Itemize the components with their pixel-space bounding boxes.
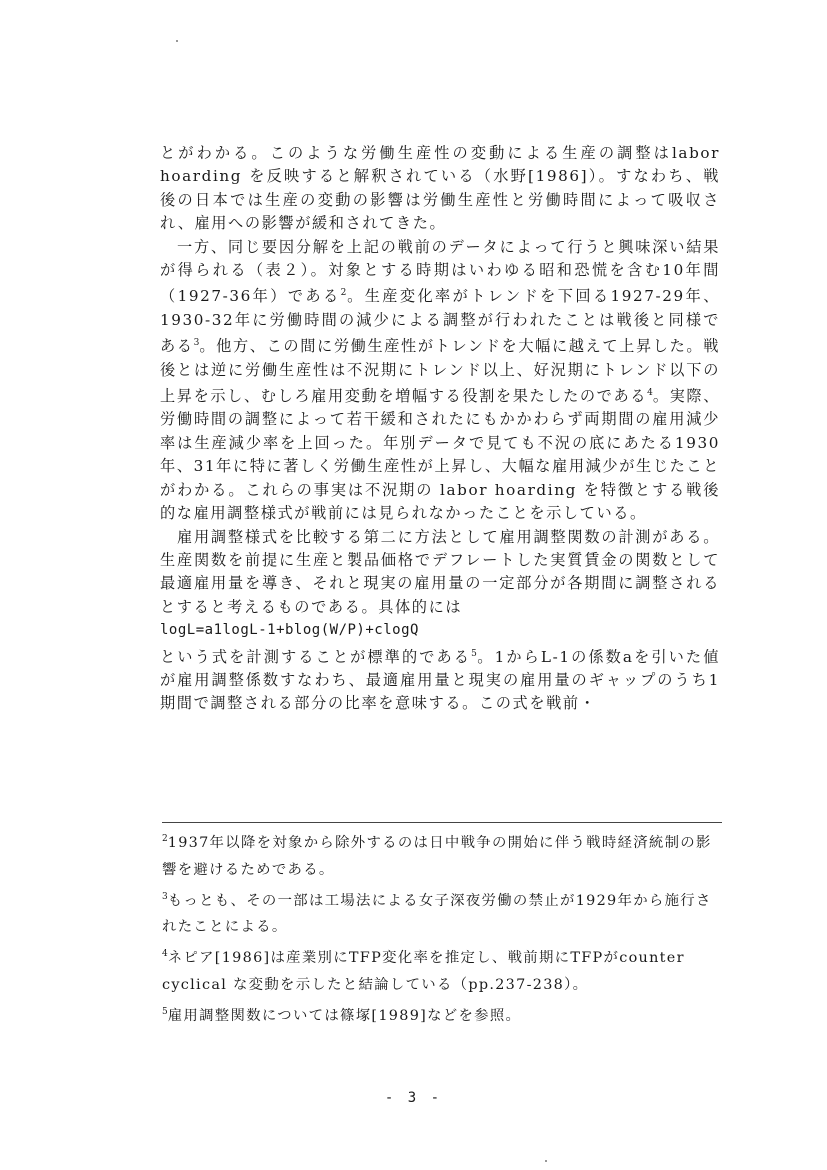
footnote-text: ネピア[1986]は産業別にTFP変化率を推定し、戦前期にTFPがcounter cyclical な変動を示したと結論している（pp.237-238）。 [162,950,685,993]
footnote-mark: 2 [162,834,168,844]
footnote-text: 1937年以降を対象から除外するのは日中戦争の開始に伴う戦時経済統制の影響を避けるためである。 [162,835,712,878]
paragraph-2-part-c: 。他方、この間に労働生産性がトレンドを大幅に越えて上昇した。戦後とは逆に労働生産性は不況期にトレンド以上、好況期にトレンド以下の上昇を示し、むしろ雇用変動を増幅する役割を果たしたのである [160,337,720,406]
footnotes [162,826,722,1030]
footnote-mark: 5 [162,1006,168,1017]
footnote-mark: 3 [162,891,168,902]
paragraph-1: とがわかる。このような労働生産性の変動による生産の調整はlabor hoarding を反映すると解釈されている（水野[1986]）。すなわち、戦後の日本では生産の変動の影響は労働生産性と労働時間によって吸収され、雇用への影響が緩和されてきた。 [160,144,720,233]
footnote-ref-2: 2 [340,288,347,299]
footnote [162,826,722,884]
footnote [162,884,722,942]
footnote-divider [162,822,722,823]
footnote [162,999,722,1030]
footnote [162,941,722,999]
footnote-text: 雇用調整関数については篠塚[1989]などを参照。 [167,1007,522,1024]
paragraph-2-part-a: 一方、同じ要因分解を上記の戦前のデータによって行うと興味深い結果が得られる（表２）。対象とする時期はいわゆる昭和恐慌を含む10年間（1927-36年）である [160,237,720,306]
paragraph-2 [160,236,720,526]
footnote-text: もっとも、その一部は工場法による女子深夜労働の禁止が1929年から施行されたことによる。 [162,892,712,936]
paragraph-2-part-b: 。生産変化率がトレンドを下回る1927-29年、1930-32年に労働時間の減少による調整が行われたことは戦後と同様である [160,287,720,356]
paragraph-4 [160,643,720,716]
paragraph-4-part-a: という式を計測することが標準的である [160,647,472,666]
footnote-mark: 4 [162,949,168,960]
paragraph-4-part-b: 。1からL-1の係数aを引いた値が雇用調整係数すなわち、最適雇用量と現実の雇用量のギャップのうち1期間で調整される部分の比率を意味する。この式を戦前・ [160,647,720,713]
footnote-ref-5: 5 [471,648,477,659]
body-text [160,142,720,716]
scan-speck [545,1160,547,1162]
paragraph-2-part-d: 。実際、労働時間の調整によって若干緩和されたにもかかわらず両期間の雇用減少率は生産減少率を上回った。年別データで見ても不況の底にあたる1930年、31年に特に著しく労働生産性が上昇し、大幅な雇用減少が生じたことがわかる。これらの事実は不況期の labor hoarding を特徴とする戦後的な雇用調整様式が戦前には見られなかったことを示している。 [160,387,720,523]
paragraph-3-text: 雇用調整様式を比較する第二に方法として雇用調整関数の計測がある。生産関数を前提に生産と製品価格でデフレートした実質賃金の関数として最適雇用量を導き、それと現実の雇用量の一定部分が各期間に調整されるとすると考えるものである。具体的には [160,527,720,616]
formula: logL=a1logL-1+blog(W/P)+clogQ [160,622,419,639]
footnote-ref-3: 3 [193,338,200,349]
footnote-ref-4: 4 [647,388,653,399]
page-number: - 3 - [384,1090,443,1106]
scan-speck [176,40,178,42]
paragraph-3 [160,526,720,620]
